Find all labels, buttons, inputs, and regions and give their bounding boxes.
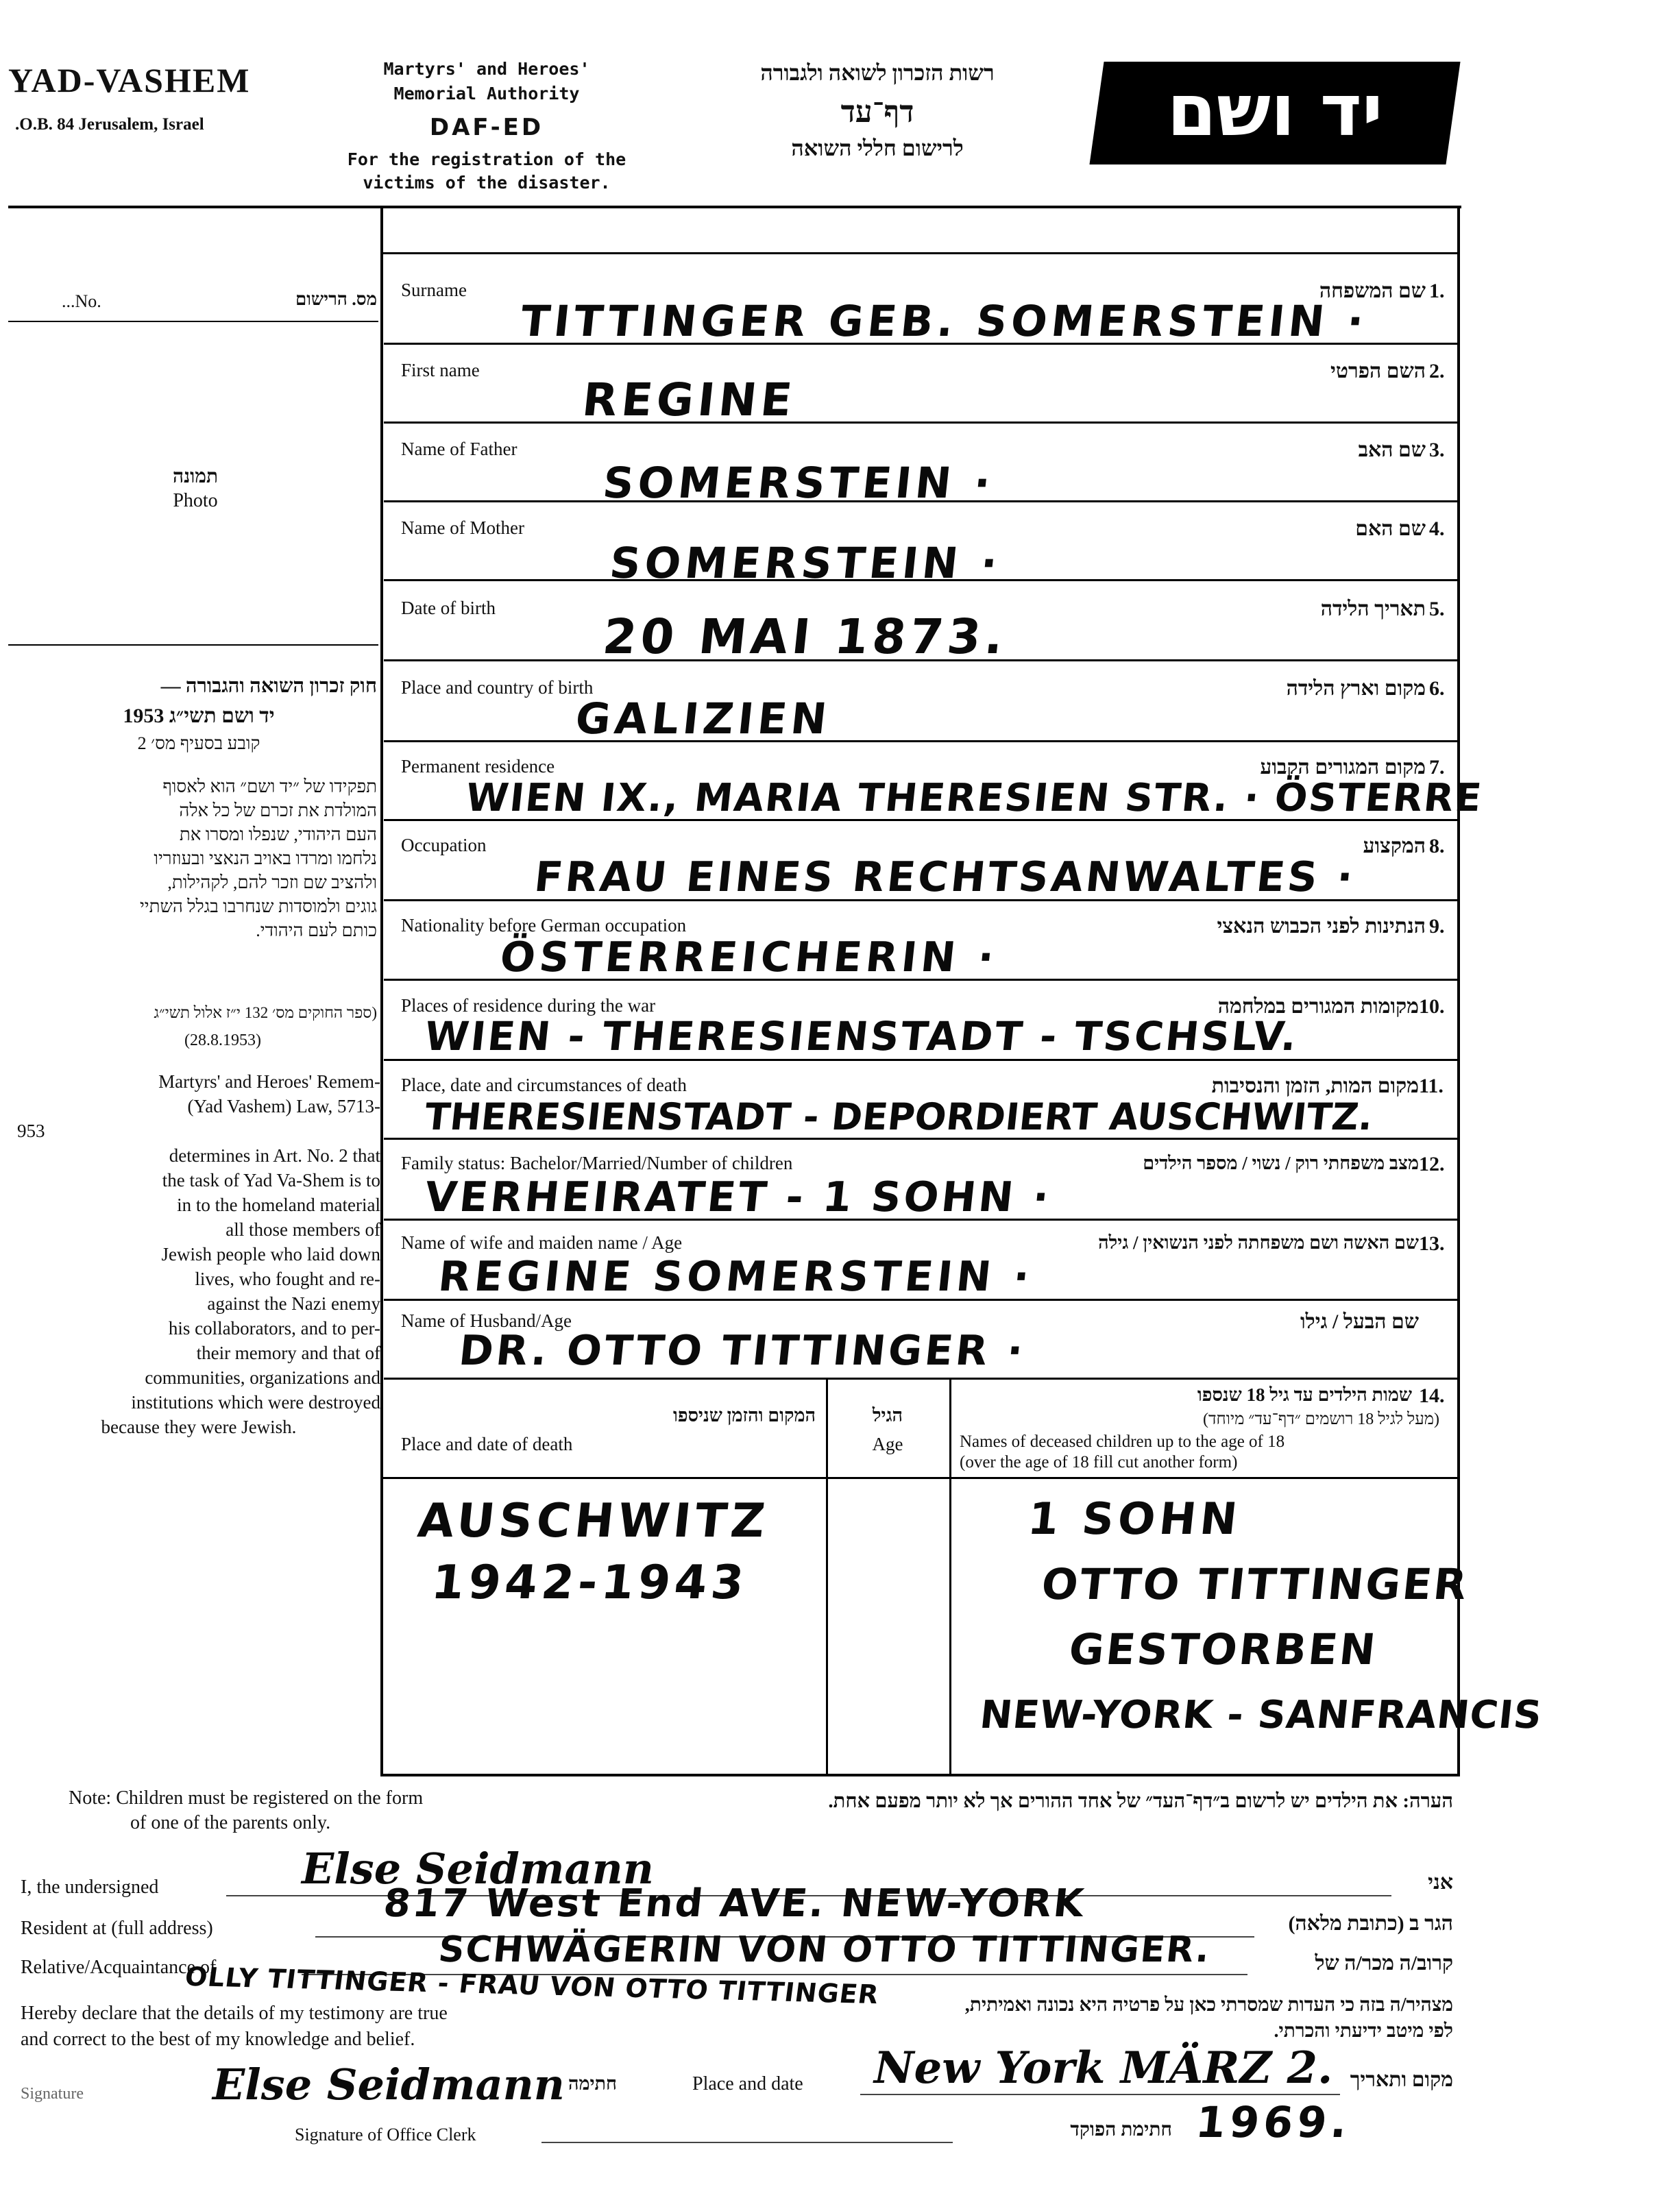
field-label-he: שם המשפחה: [1319, 280, 1426, 302]
law-heb-line: כותם לעם היהודי.: [256, 920, 377, 940]
field-number: 11.: [1419, 1075, 1444, 1097]
clerk-he: חתימת הפוקד: [1070, 2119, 1172, 2140]
field-number: 2.: [1429, 360, 1445, 382]
declare-en-1: Hereby declare that the details of my testimony are true: [21, 2003, 448, 2024]
field-value[interactable]: THERESIENSTADT - DEPORDIERT AUSCHWITZ.: [422, 1095, 1375, 1138]
field-label-he: שם האם: [1355, 517, 1426, 540]
center-line-4: victims of the disaster.: [363, 173, 611, 193]
law-en-line: their memory and that of: [196, 1343, 380, 1363]
law-en-line: Martyrs' and Heroes' Remem-: [158, 1071, 380, 1092]
declare-he-1: מצהיר/ה בזה כי העדות שמסרתי כאן על פרטיה היא נכונה ואמיתית,: [964, 1994, 1453, 2016]
children-title-en: Names of deceased children up to the age of 18: [960, 1432, 1285, 1451]
law-en-line: lives, who fought and re-: [195, 1269, 380, 1289]
law-heb-title-2: יד ושם תשי״ג 1953: [123, 705, 275, 727]
field-value[interactable]: WIEN IX., MARIA THERESIEN STR. · ÖSTERRE: [463, 776, 1485, 820]
field-value[interactable]: REGINE SOMERSTEIN ·: [436, 1253, 1036, 1301]
field-label-he: מקומות המגורים במלחמה: [1217, 995, 1419, 1018]
law-heb-line: העם היהודי, שנפלו ומסרו את: [179, 824, 377, 844]
signature-label: Signature: [21, 2085, 84, 2103]
declare-en-2: and correct to the best of my knowledge and belief.: [21, 2029, 415, 2050]
field-number: 13.: [1419, 1232, 1445, 1255]
law-heb-line: גוגים ולמוסדות שנחרבו בגלל השתיי: [139, 896, 377, 916]
field-label-en: Surname: [401, 280, 467, 300]
law-en-line: communities, organizations and: [145, 1367, 380, 1388]
field-value[interactable]: GALIZIEN: [573, 694, 833, 744]
place-label-en: Place and date of death: [401, 1434, 573, 1454]
table-header-line: [380, 1477, 1460, 1479]
law-en-line: institutions which were destroyed: [131, 1392, 380, 1413]
relative-value[interactable]: SCHWÄGERIN VON OTTO TITTINGER.: [436, 1929, 1213, 1970]
field-number: 10.: [1419, 995, 1445, 1018]
field-label-he: מקום וארץ הלידה: [1286, 677, 1426, 700]
heb-header-1: רשות הזכרון לשואה ולגבורה: [760, 60, 995, 85]
field-label-he: מצב משפחתי רוק / נשוי / מספר הילדים: [1143, 1153, 1419, 1173]
field-label-he: השם הפרטי: [1330, 360, 1426, 382]
field-label-he: מקום המות, הזמן והנסיבות: [1211, 1075, 1419, 1097]
law-heb-line: תפקידו של ״יד ושם״ הוא לאסוף: [162, 777, 377, 796]
field-label-en: Family status: Bachelor/Married/Number of children: [401, 1153, 793, 1173]
field-label-en: Occupation: [401, 835, 487, 855]
law-en-line: the task of Yad Va-Shem is to: [162, 1170, 380, 1190]
relative-label: Relative/Acquaintance of: [21, 1957, 217, 1978]
field-number: 1.: [1429, 280, 1445, 302]
relative-value-2[interactable]: OLLY TITTINGER - FRAU VON OTTO TITTINGER: [183, 1961, 881, 2010]
signature-he: חתימה: [568, 2073, 617, 2094]
reg-no-label: ...No.: [62, 291, 101, 311]
law-en-line: 953: [17, 1121, 45, 1141]
form-title: DAF-ED: [429, 114, 544, 141]
law-en-line: Jewish people who laid down: [161, 1244, 380, 1265]
child-name-line[interactable]: 1 SOHN: [1025, 1494, 1244, 1545]
law-heb-title: חוק זכרון השואה והגבורה —: [160, 675, 377, 697]
field-number: 14.: [1419, 1384, 1445, 1407]
note-en-1: Note: Children must be registered on the form: [69, 1787, 424, 1809]
field-label-en: Name of Mother: [401, 517, 524, 538]
field-value[interactable]: SOMERSTEIN ·: [600, 458, 997, 508]
col-divider: [826, 1378, 828, 1775]
field-number: 7.: [1429, 756, 1445, 779]
law-heb-line: נלחמו ומרדו באויב הנאצי ובעוזריו: [154, 848, 377, 868]
field-label-en: Name of wife and maiden name / Age: [401, 1232, 683, 1253]
age-label-he: הגיל: [872, 1405, 903, 1426]
law-en-line: determines in Art. No. 2 that: [169, 1145, 380, 1166]
undersigned-he: אני: [1428, 1871, 1453, 1894]
place-date-label: Place and date: [692, 2073, 803, 2094]
place-label-he: המקום והזמן שניספו: [672, 1405, 816, 1426]
field-label-en: Name of Father: [401, 439, 518, 459]
resident-value[interactable]: 817 West End AVE. NEW-YORK: [381, 1881, 1088, 1926]
heb-header-2: דף־עד: [840, 95, 914, 129]
law-en-line: (Yad Vashem) Law, 5713-: [187, 1096, 380, 1116]
field-label-en: Nationality before German occupation: [401, 915, 687, 936]
declare-he-2: לפי מיטב ידיעתי והכרתי.: [1274, 2020, 1453, 2042]
resident-label: Resident at (full address): [21, 1918, 213, 1939]
children-sub-en: (over the age of 18 fill cut another form): [960, 1453, 1238, 1471]
law-en-line: against the Nazi enemy: [207, 1293, 380, 1314]
field-number: 9.: [1429, 915, 1445, 938]
field-label-he: הנתינות לפני הכבוש הנאצי: [1217, 915, 1426, 938]
age-label-en: Age: [872, 1434, 903, 1454]
law-date: (28.8.1953): [184, 1031, 261, 1049]
photo-box-bottom: [8, 644, 378, 646]
children-title-he: שמות הילדים עד גיל 18 שנספו: [1197, 1384, 1412, 1405]
year-value[interactable]: 1969.: [1193, 2097, 1354, 2147]
field-value[interactable]: WIEN - THERESIENSTADT - TSCHSLV.: [422, 1013, 1301, 1060]
undersigned-label: I, the undersigned: [21, 1877, 159, 1898]
row-divider: [384, 1378, 1460, 1380]
frame-bottom-line: [380, 1774, 1460, 1776]
place-date-he: מקום ותאריך: [1350, 2068, 1453, 2091]
law-en-body: [17, 1069, 380, 1439]
field-value[interactable]: 20 MAI 1873.: [600, 609, 1010, 665]
row-divider: [384, 740, 1460, 742]
field-label-he: המקצוע: [1363, 835, 1426, 857]
law-heb-ref: (ספר החוקים מס׳ 132 י״ז אלול תשי״ג: [154, 1004, 377, 1021]
law-heb-sub: קובע בסעיף מס׳ 2: [137, 733, 260, 753]
photo-label: Photo: [173, 490, 218, 511]
field-value[interactable]: REGINE: [579, 374, 799, 426]
org-name: YAD-VASHEM: [8, 61, 251, 99]
field-number: 5.: [1429, 598, 1445, 620]
note-he: הערה: את הילדים יש לרשום ב״דף־העד״ של אחד ההורים אך לא יותר מפעם אחת.: [828, 1790, 1453, 1812]
child-name-line[interactable]: GESTORBEN: [1067, 1624, 1380, 1674]
dotted-line: [860, 2094, 1340, 2095]
resident-he: הגר ב (כתובת מלאה): [1288, 1912, 1453, 1935]
field-label-en: Permanent residence: [401, 756, 555, 777]
field-label-he: שם הבעל / גילו: [1300, 1310, 1419, 1333]
field-label-en: Places of residence during the war: [401, 995, 656, 1016]
frame-right-border: [1457, 206, 1460, 1775]
field-value[interactable]: FRAU EINES RECHTSANWALTES ·: [532, 853, 1358, 901]
center-line-1: Martyrs' and Heroes': [383, 59, 590, 79]
field-label-en: Date of birth: [401, 598, 496, 618]
row-divider: [384, 422, 1460, 424]
heb-header-3: לרישום חללי השואה: [791, 136, 964, 160]
law-heb-line: ולהציב שם וזכר להם, לקהילות,: [167, 872, 377, 892]
photo-heb: תמונה: [172, 466, 219, 487]
field-label-he: מקום המגורים הקבוע: [1260, 756, 1426, 779]
clerk-label: Signature of Office Clerk: [295, 2125, 476, 2145]
law-en-line: in to the homeland material: [177, 1195, 380, 1215]
center-line-3: For the registration of the: [347, 149, 626, 169]
field-number: 4.: [1429, 517, 1445, 540]
law-en-line: all those members of: [226, 1219, 380, 1240]
children-sub-he: (מעל לגיל 18 רושמים ״דף־עד״ מיוחד): [1202, 1410, 1439, 1428]
dotted-line: [541, 2142, 953, 2143]
field-number: 12.: [1419, 1153, 1445, 1175]
field-label-en: Place, date and circumstances of death: [401, 1075, 687, 1095]
field-label-en: Name of Husband/Age: [401, 1310, 572, 1331]
field-number: 6.: [1429, 677, 1445, 700]
note-en-2: of one of the parents only.: [130, 1812, 331, 1833]
field-value[interactable]: DR. OTTO TITTINGER ·: [456, 1327, 1028, 1375]
field-value[interactable]: TITTINGER GEB. SOMERSTEIN ·: [518, 296, 1370, 346]
relative-he: קרוב/ה מכר/ה של: [1315, 1952, 1453, 1975]
frame-left-border: [380, 206, 383, 1775]
field-number: 8.: [1429, 835, 1445, 857]
child-death-place[interactable]: AUSCHWITZ: [415, 1494, 772, 1548]
field-number: 3.: [1429, 439, 1445, 461]
child-name-line[interactable]: NEW-YORK - SANFRANCIS: [977, 1693, 1545, 1737]
org-address: .O.B. 84 Jerusalem, Israel: [15, 115, 204, 134]
col-divider: [949, 1378, 951, 1775]
reg-no-heb: מס. הרישום: [295, 289, 377, 309]
field-label-en: Place and country of birth: [401, 677, 594, 698]
frame-header-row-line: [380, 252, 1460, 254]
law-heb-body: [17, 774, 377, 942]
undersigned-signature[interactable]: Else Seidmann: [302, 1844, 654, 1894]
field-label-he: שם האשה ושם משפחתה לפני הנשואין / גילה: [1098, 1232, 1419, 1253]
law-heb-line: המולדת את זכרם של כל אלה: [179, 801, 377, 820]
law-en-line: because they were Jewish.: [101, 1417, 297, 1437]
field-value[interactable]: VERHEIRATET - 1 SOHN ·: [422, 1173, 1054, 1221]
center-line-2: Memorial Authority: [393, 84, 580, 103]
place-date-value[interactable]: New York MÄRZ 2.: [874, 2042, 1333, 2094]
frame-top-line: [8, 206, 1461, 208]
signature-value[interactable]: Else Seidmann: [212, 2060, 565, 2110]
field-label-en: First name: [401, 360, 480, 380]
child-death-date[interactable]: 1942-1943: [428, 1556, 751, 1610]
logo-text: יד ושם: [1167, 69, 1383, 152]
child-name-line[interactable]: OTTO TITTINGER: [1039, 1559, 1472, 1609]
field-label-he: תאריך הלידה: [1320, 598, 1426, 620]
field-value[interactable]: SOMERSTEIN ·: [607, 538, 1004, 588]
reg-no-underline: [8, 321, 378, 322]
law-en-line: his collaborators, and to per-: [168, 1318, 380, 1339]
field-label-he: שם האב: [1358, 439, 1426, 461]
field-value[interactable]: ÖSTERREICHERIN ·: [498, 933, 1001, 981]
